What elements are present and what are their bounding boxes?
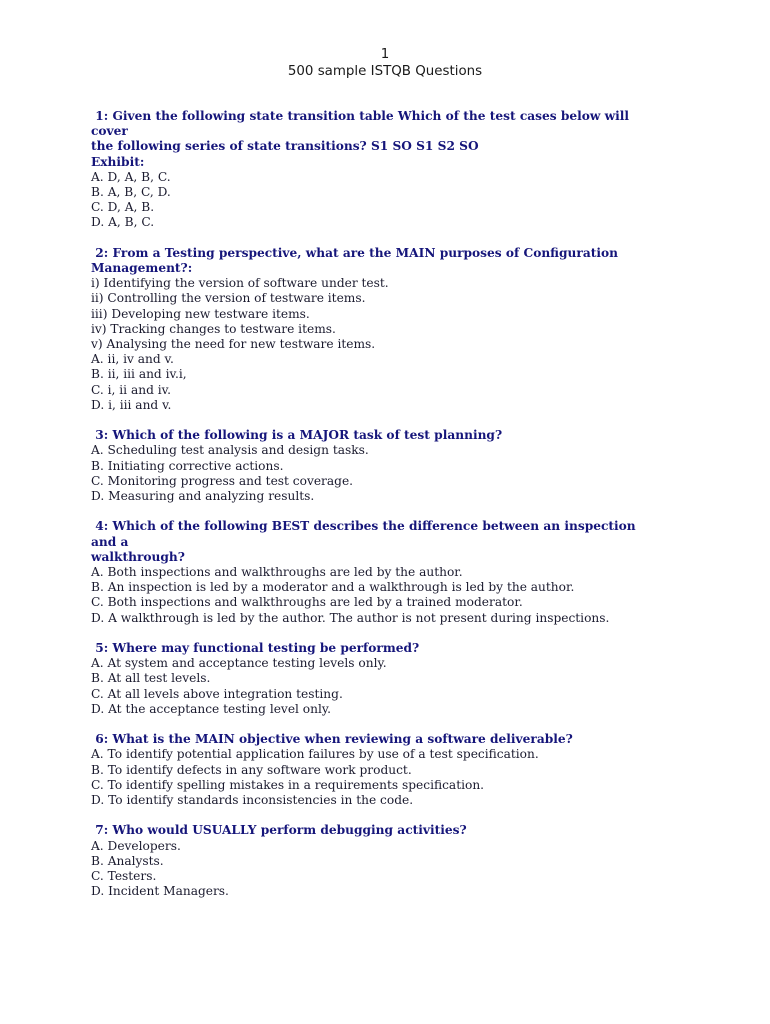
answer-line: C. At all levels above integration testing. bbox=[91, 686, 343, 701]
question-block bbox=[91, 519, 691, 625]
question-stem-line: Exhibit: bbox=[91, 154, 145, 169]
question-stem-line: 2: From a Testing perspective, what are the MAIN purposes of Configuration bbox=[91, 245, 618, 260]
answer-line: C. D, A, B. bbox=[91, 200, 155, 215]
question-stem bbox=[91, 519, 691, 565]
question-stem-line: 6: What is the MAIN objective when reviewing a software deliverable? bbox=[91, 732, 573, 747]
question-stem bbox=[91, 109, 691, 170]
answer-line: D. To identify standards inconsistencies in the code. bbox=[91, 793, 414, 808]
answer-line: A. ii, iv and v. bbox=[91, 352, 174, 367]
question-stem-line: 4: Which of the following BEST describes the difference between an inspection bbox=[91, 519, 636, 534]
question-list bbox=[91, 109, 691, 915]
answer-line: v) Analysing the need for new testware items. bbox=[91, 337, 376, 352]
answer-line: ii) Controlling the version of testware items. bbox=[91, 291, 366, 306]
page-number: 1 bbox=[380, 47, 390, 62]
question-stem bbox=[91, 428, 691, 443]
question-stem-line: 3: Which of the following is a MAJOR task of test planning? bbox=[91, 428, 503, 443]
answer-line: C. Testers. bbox=[91, 869, 157, 884]
answer-line: D. A, B, C. bbox=[91, 215, 155, 230]
answer-line: B. Initiating corrective actions. bbox=[91, 458, 284, 473]
answer-line: i) Identifying the version of software under test. bbox=[91, 276, 389, 291]
answer-line: C. Both inspections and walkthroughs are led by a trained moderator. bbox=[91, 595, 523, 610]
answer-line: B. A, B, C, D. bbox=[91, 185, 171, 200]
question-stem-line: the following series of state transitions? S1 SO S1 S2 SO bbox=[91, 139, 479, 154]
answer-line: B. An inspection is led by a moderator and a walkthrough is led by the author. bbox=[91, 580, 575, 595]
question-block bbox=[91, 641, 691, 717]
answer-line: D. A walkthrough is led by the author. The author is not present during inspections. bbox=[91, 610, 610, 625]
answer-line: B. At all test levels. bbox=[91, 671, 211, 686]
question-block bbox=[91, 109, 691, 231]
question-stem-line: 7: Who would USUALLY perform debugging activities? bbox=[91, 823, 467, 838]
question-stem bbox=[91, 823, 691, 838]
question-stem-line: Management?: bbox=[91, 261, 193, 276]
question-stem-line: cover bbox=[91, 124, 128, 139]
answer-line: D. Incident Managers. bbox=[91, 884, 229, 899]
question-block bbox=[91, 246, 691, 413]
answer-line: A. Both inspections and walkthroughs are led by the author. bbox=[91, 565, 463, 580]
answer-line: C. To identify spelling mistakes in a requirements specification. bbox=[91, 777, 485, 792]
question-block bbox=[91, 823, 691, 899]
answer-line: iv) Tracking changes to testware items. bbox=[91, 321, 336, 336]
question-stem bbox=[91, 732, 691, 747]
question-block bbox=[91, 428, 691, 504]
answer-line: B. Analysts. bbox=[91, 853, 164, 868]
document-title: 500 sample ISTQB Questions bbox=[287, 64, 483, 79]
answer-line: C. Monitoring progress and test coverage. bbox=[91, 473, 354, 488]
question-stem bbox=[91, 246, 691, 276]
answer-line: A. Scheduling test analysis and design tasks. bbox=[91, 443, 369, 458]
answer-line: D. At the acceptance testing level only. bbox=[91, 701, 332, 716]
answer-line: B. To identify defects in any software work product. bbox=[91, 762, 412, 777]
question-stem-line: 5: Where may functional testing be performed? bbox=[91, 641, 420, 656]
answer-line: A. At system and acceptance testing levels only. bbox=[91, 656, 387, 671]
answer-line: B. ii, iii and iv.i, bbox=[91, 367, 187, 382]
answer-line: A. Developers. bbox=[91, 838, 181, 853]
question-stem bbox=[91, 641, 691, 656]
answer-line: D. Measuring and analyzing results. bbox=[91, 489, 315, 504]
question-block bbox=[91, 732, 691, 808]
page-header bbox=[0, 46, 770, 80]
question-stem-line: walkthrough? bbox=[91, 549, 185, 564]
answer-line: A. To identify potential application failures by use of a test specification. bbox=[91, 747, 539, 762]
answer-line: A. D, A, B, C. bbox=[91, 169, 171, 184]
question-stem-line: 1: Given the following state transition table Which of the test cases below will bbox=[91, 109, 630, 123]
answer-line: C. i, ii and iv. bbox=[91, 382, 171, 397]
question-stem-line: and a bbox=[91, 534, 129, 549]
answer-line: D. i, iii and v. bbox=[91, 397, 172, 412]
answer-line: iii) Developing new testware items. bbox=[91, 306, 310, 321]
